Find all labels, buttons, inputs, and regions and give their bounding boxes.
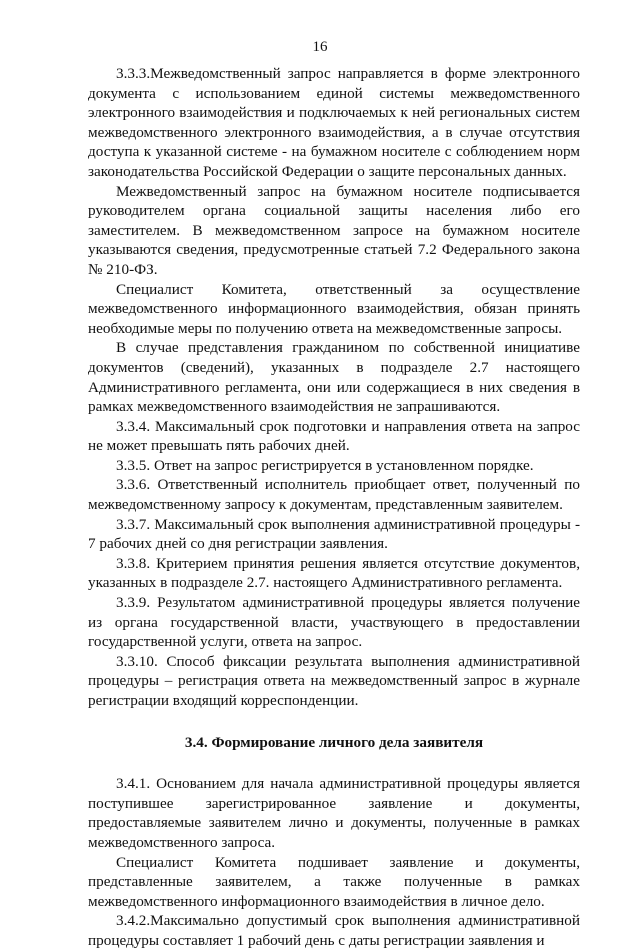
- paragraph-specialist-files: Специалист Комитета подшивает заявление и документы, представленные заявителем, а также полученные в рамках межведомственного информационного взаимодействия в личное дело.: [88, 853, 580, 910]
- paragraph-own-initiative: В случае представления гражданином по собственной инициативе документов (сведений), указанных в подразделе 2.7 настоящего Административного регламента, они или содержащиеся в них сведения в рамках межведомственного взаимодействия не запрашиваются.: [88, 339, 580, 416]
- paragraph-3-3-9: 3.3.9. Результатом административной процедуры является получение из органа государственной власти, участвующего в предоставлении государственной услуги, ответа на запрос.: [88, 594, 580, 651]
- paragraph-request-signing: Межведомственный запрос на бумажном носителе подписывается руководителем органа социальной защиты населения либо его заместителем. В межведомственном запросе на бумажном носителе указываются сведения, предусмотренные статьей 7.2 Федерального закона № 210-ФЗ.: [88, 182, 580, 278]
- paragraph-3-3-3: 3.3.3.Межведомственный запрос направляется в форме электронного документа с использованием единой системы межведомственного электронного взаимодействия и подключаемых к ней региональных систем межведомственного электронного взаимодействия, а в случае отсутствия доступа к указанной системе - на бумажном носителе с соблюдением норм законодательства Российской Федерации о защите персональных данных.: [88, 65, 580, 180]
- paragraph-3-3-7: 3.3.7. Максимальный срок выполнения административной процедуры - 7 рабочих дней со дня регистрации заявления.: [88, 515, 580, 553]
- paragraph-3-4-1: 3.4.1. Основанием для начала административной процедуры является поступившее зарегистрированное заявление и документы, предоставляемые заявителем лично и документы, полученные в рамках межведомственного запроса.: [88, 775, 580, 851]
- paragraph-specialist-duty: Специалист Комитета, ответственный за осуществление межведомственного информационного взаимодействия, обязан принять необходимые меры по получению ответа на межведомственные запросы.: [88, 280, 580, 337]
- paragraph-3-3-4: 3.3.4. Максимальный срок подготовки и направления ответа на запрос не может превышать пять рабочих дней.: [88, 417, 580, 455]
- document-body: [88, 64, 580, 951]
- section-heading-3-4: 3.4. Формирование личного дела заявителя: [184, 733, 484, 751]
- page-number: 16: [312, 39, 328, 55]
- paragraph-3-3-5: 3.3.5. Ответ на запрос регистрируется в установленном порядке.: [116, 456, 534, 474]
- paragraph-3-4-2: 3.4.2.Максимально допустимый срок выполнения административной процедуры составляет 1 рабочий день с даты регистрации заявления и: [88, 912, 580, 949]
- paragraph-3-3-10: 3.3.10. Способ фиксации результата выполнения административной процедуры – регистрация ответа на межведомственный запрос в журнале регистрации входящий корреспонденции.: [88, 652, 580, 709]
- paragraph-3-3-6: 3.3.6. Ответственный исполнитель приобщает ответ, полученный по межведомственному запросу к документам, представленным заявителем.: [88, 476, 580, 514]
- paragraph-3-3-8: 3.3.8. Критерием принятия решения является отсутствие документов, указанных в подразделе 2.7. настоящего Административного регламента.: [88, 554, 580, 592]
